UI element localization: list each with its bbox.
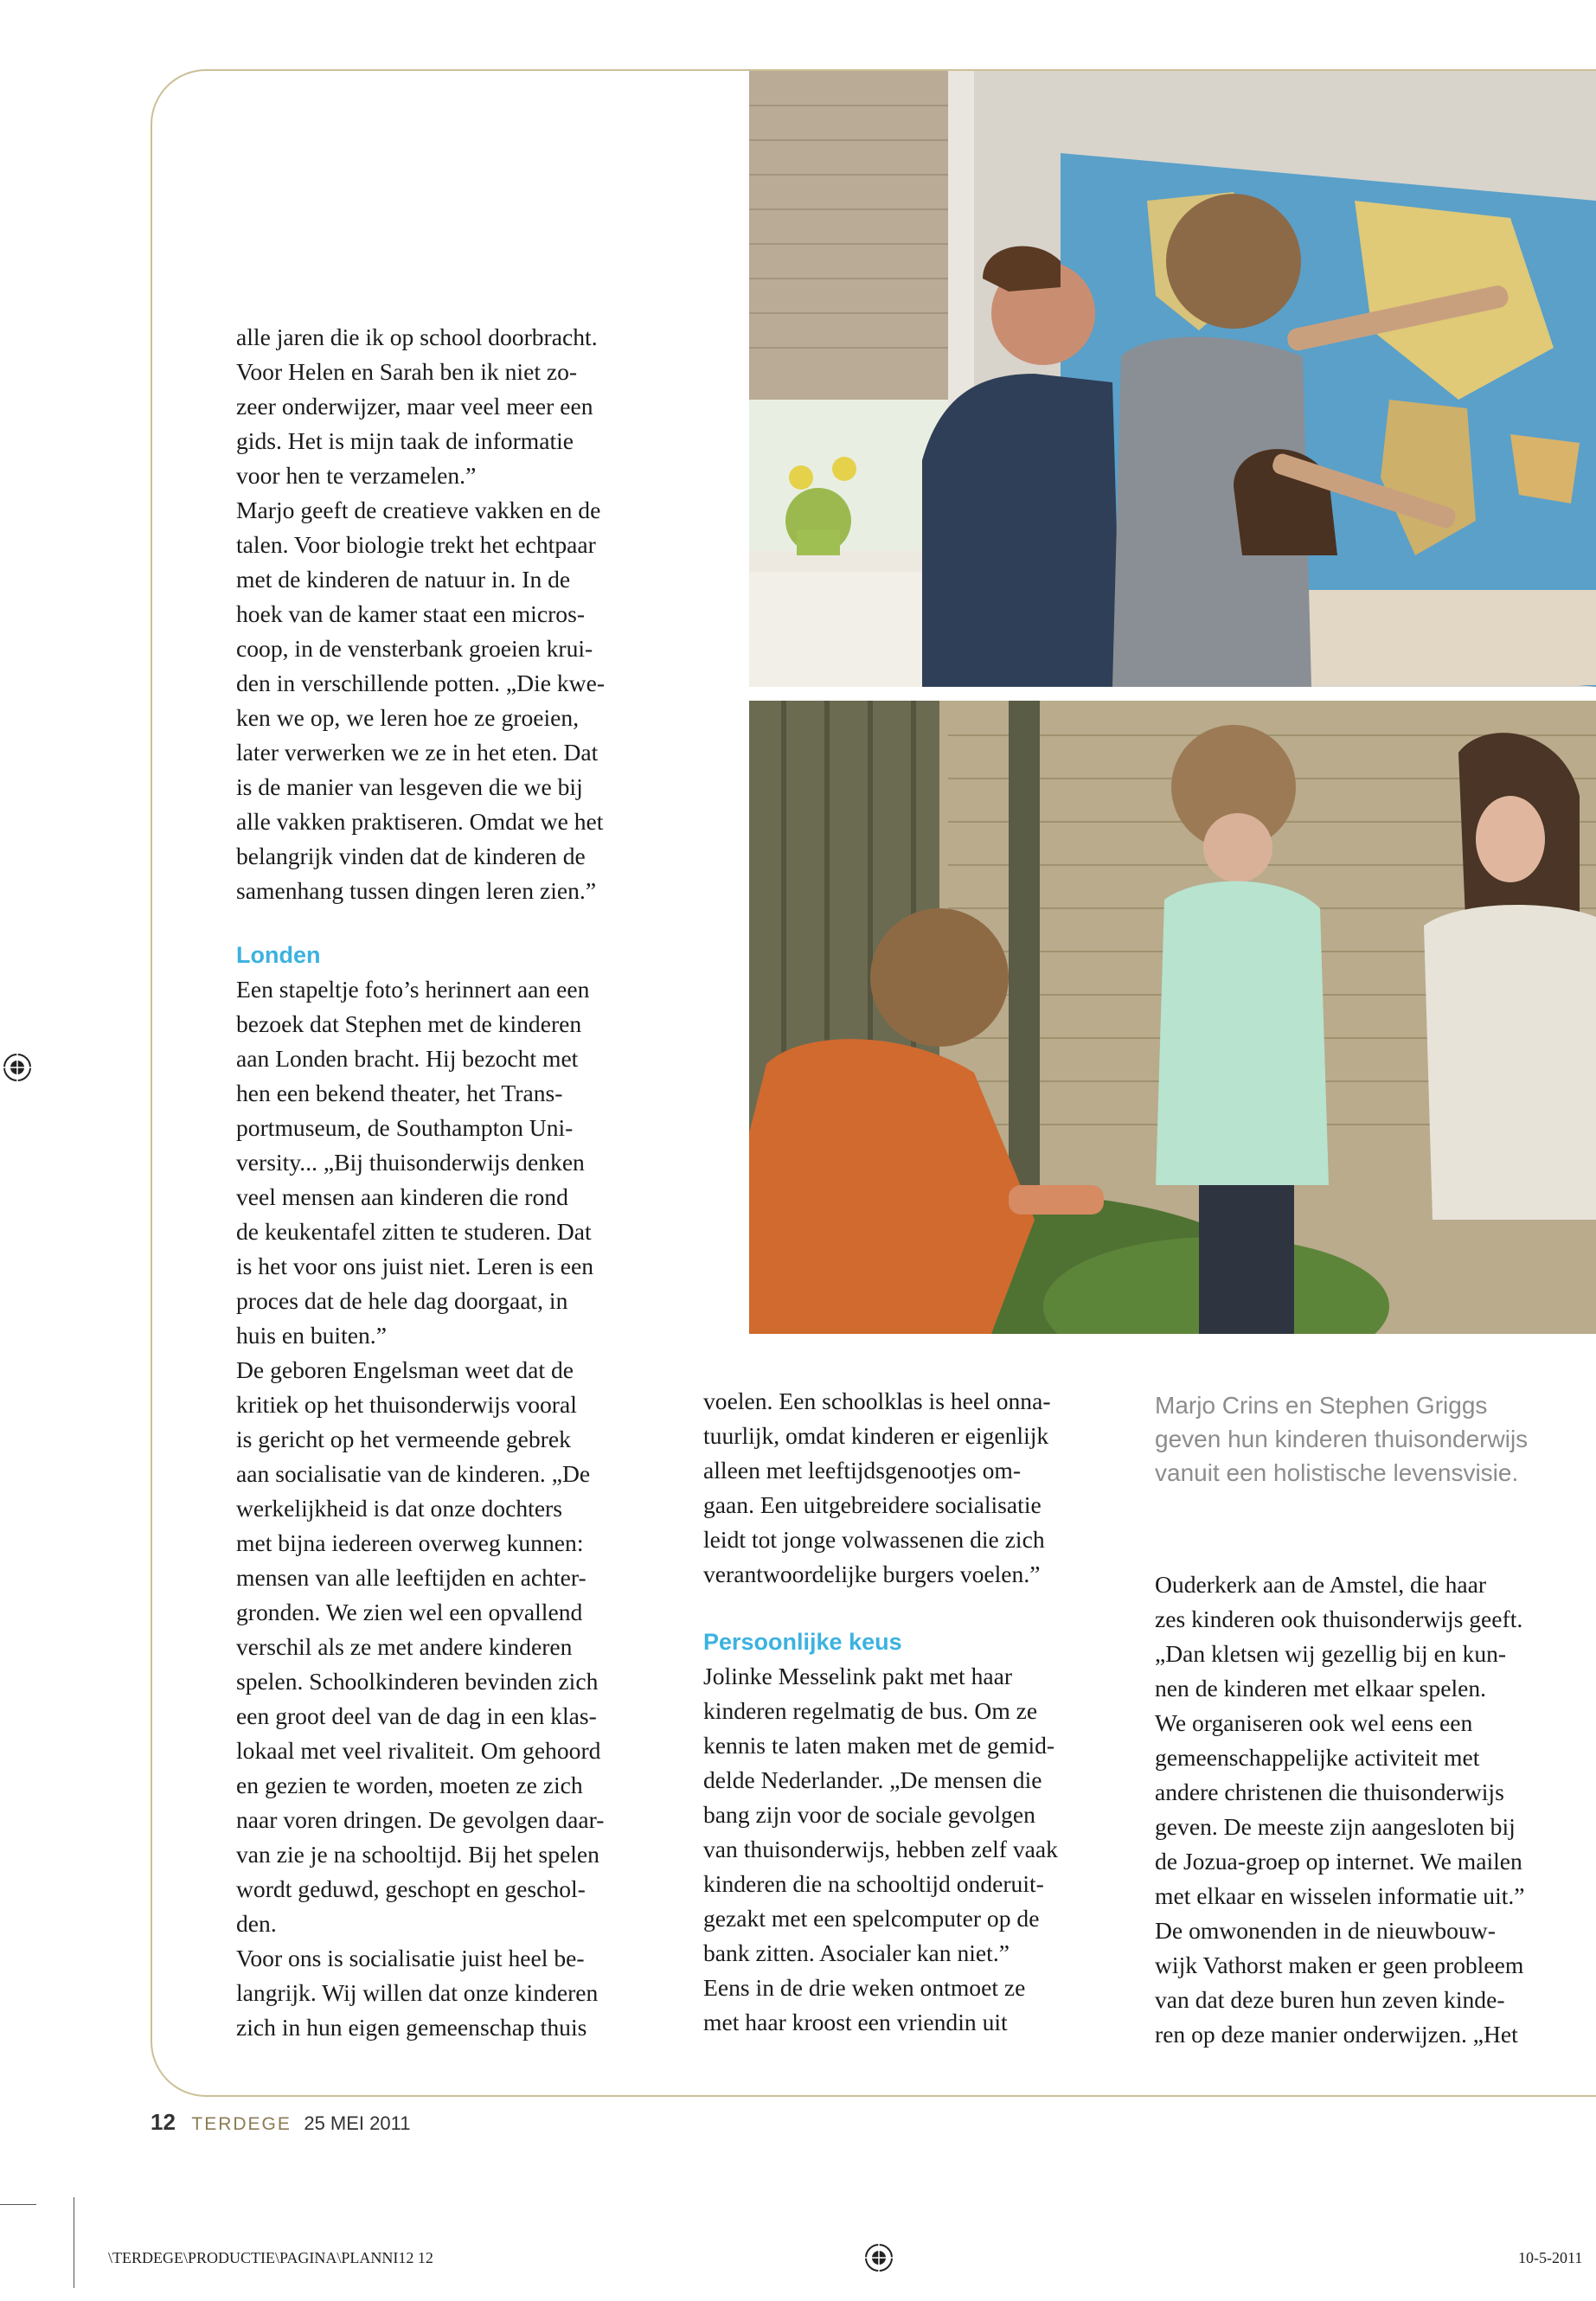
paragraph: voelen. Een schoolklas is heel onna- tuurlijk, omdat kinderen er eigenlijk alleen met leeftijdsgenootjes om- gaan. Een uitgebreidere socialisatie leidt tot jonge volwassenen die zich verantwoordelijke burgers voelen.”: [703, 1388, 1051, 1587]
page-number: 12: [151, 2109, 176, 2135]
paragraph: Ouderkerk aan de Amstel, die haar zes kinderen ook thuisonderwijs geeft. „Dan kletsen wij gezellig bij en kun- nen de kinderen met elkaar spelen. We organiseren ook wel eens een gemeenschappelijke activiteit met andere christenen die thuisonderwijs geven. De meeste zijn aangesloten bij de Jozua-groep op internet. We mailen met elkaar en wisselen informatie uit.” De omwonenden in de nieuwbouw- wijk Vathorst maken er geen probleem van dat deze buren hun zeven kinde- ren op deze manier onderwijzen. „Het: [1155, 1571, 1525, 2048]
article-column-1-top: [236, 320, 686, 908]
print-slug-path: \TERDEGE\PRODUCTIE\PAGINA\PLANNI12 12: [108, 2249, 433, 2266]
paragraph: alle jaren die ik op school doorbracht. Voor Helen en Sarah ben ik niet zo- zeer onderwijzer, maar veel meer een gids. Het is mijn taak de informatie voor hen te verzamelen.” Marjo geeft de creatieve vakken en de talen. Voor biologie trekt het echtpaar met de kinderen de natuur in. In de hoek van de kamer staat een micros- coop, in de vensterbank groeien krui- den in verschillende potten. „Die kwe- ken we op, we leren hoe ze groeien, later verwerken we ze in het eten. Dat is de manier van lesgeven die we bij alle vakken praktiseren. Omdat we het belangrijk vinden dat de kinderen de samenhang tussen dingen leren zien.”: [236, 324, 606, 904]
photo-garden: [749, 701, 1596, 1334]
crop-mark: [0, 2204, 36, 2205]
section-heading-londen: Londen: [236, 942, 321, 968]
paragraph: Een stapeltje foto’s herinnert aan een bezoek dat Stephen met de kinderen aan Londen bracht. Hij bezocht met hen een bekend theater, het Trans- portmuseum, de Southampton Uni- versity... „Bij thuisonderwijs denken veel mensen aan kinderen die rond de keukentafel zitten te studeren. Dat is het voor ons juist niet. Leren is een proces dat de hele dag doorgaat, in huis en buiten.” De geboren Engelsman weet dat de kritiek op het thuisonderwijs vooral is gericht op het vermeende gebrek aan socialisatie van de kinderen. „De werkelijkheid is dat onze dochters met bijna iedereen overweg kunnen: mensen van alle leeftijden en achter- gronden. We zien wel een opvallend verschil als ze met andere kinderen spelen. Schoolkinderen bevinden zich een groot deel van de dag in een klas- lokaal met veel rivaliteit. Om gehoord en gezien te worden, moeten ze zich naar voren dringen. De gevolgen daar- van zie je na schooltijd. Bij het spelen wordt geduwd, geschopt en geschol- den. Voor ons is socialisatie juist heel be- langrijk. Wij willen dat onze kinderen zich in hun eigen gemeenschap thuis: [236, 976, 605, 2041]
article-column-2: [703, 1384, 1118, 2040]
issue-date: 25 MEI 2011: [304, 2112, 411, 2134]
article-column-3: [1155, 1567, 1596, 2052]
paragraph: Jolinke Messelink pakt met haar kinderen regelmatig de bus. Om ze kennis te laten maken met de gemid- delde Nederlander. „De mensen die bang zijn voor de sociale gevolgen van thuisonderwijs, hebben zelf vaak kinderen die na schooltijd onderuit- gezakt met een spelcomputer op de bank zitten. Asocialer kan niet.” Eens in de drie weken ontmoet ze met haar kroost een vriendin uit: [703, 1663, 1058, 2035]
registration-mark-icon: [863, 2242, 894, 2273]
registration-mark-icon: [2, 1052, 33, 1083]
photo-world-map: [749, 71, 1596, 687]
magazine-name: TERDEGE: [191, 2114, 292, 2134]
page-footer: [151, 2109, 410, 2136]
article-column-1-bottom: [236, 938, 686, 2045]
photo-caption: Marjo Crins en Stephen Griggs geven hun kinderen thuisonderwijs vanuit een holistische levensvisie.: [1155, 1392, 1529, 1486]
print-slug-date: 10-5-2011: [1518, 2249, 1583, 2266]
section-heading-persoonlijke-keus: Persoonlijke keus: [703, 1629, 902, 1655]
